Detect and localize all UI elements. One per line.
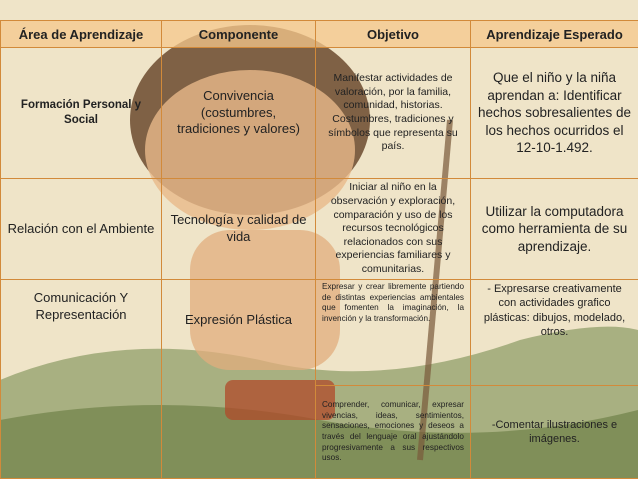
esperado-cell (471, 179, 638, 280)
esperado-text: -Comentar ilustraciones e imágenes. (491, 418, 618, 445)
curriculum-table (0, 20, 638, 479)
objetivo-cell (316, 386, 471, 479)
esperado-text: Que el niño y la niña aprendan a: Identificar hechos sobresalientes de los hechos ocurridos el 12-10-1.492. (477, 70, 632, 156)
table-row (1, 179, 638, 280)
componente-cell (162, 48, 316, 179)
table-row (1, 280, 638, 386)
esperado-cell (471, 48, 638, 179)
area-cell (1, 280, 162, 479)
header-esperado: Aprendizaje Esperado (471, 21, 638, 48)
objetivo-cell (316, 179, 471, 280)
componente-text: Convivencia (costumbres, tradiciones y valores) (177, 87, 300, 137)
area-cell (1, 179, 162, 280)
componente-cell (162, 179, 316, 280)
area-text: Formación Personal y Social (20, 99, 142, 126)
objetivo-cell (316, 280, 471, 386)
table-row (1, 48, 638, 179)
esperado-cell (471, 386, 638, 479)
componente-text: Expresión Plástica (185, 312, 292, 327)
objetivo-text: Iniciar al niño en la observación y exploración, comparación y uso de los recursos tecnológicos relacionados con sus experiencias familiares y comunitarias. (330, 181, 456, 276)
table-header-row (1, 21, 638, 48)
esperado-text: - Expresarse creativamente con actividades grafico plásticas: dibujos, modelado, otros. (483, 283, 626, 338)
componente-text: Tecnología y calidad de vida (170, 212, 307, 244)
area-text: Comunicación Y Representación (33, 290, 129, 322)
area-cell (1, 48, 162, 179)
header-componente: Componente (162, 21, 316, 48)
header-area: Área de Aprendizaje (1, 21, 162, 48)
area-text: Relación con el Ambiente (7, 220, 155, 236)
objetivo-text: Expresar y crear libremente partiendo de distintas experiencias ambientales que fomenten la imaginación, la invención y la transformación. (322, 282, 464, 323)
objetivo-text: Comprender, comunicar, expresar vivencias, ideas, sentimientos, sensaciones, emociones y deseos a través del lenguaje oral ajustándolo progresivamente a sus respectivos usos. (322, 400, 464, 463)
esperado-cell (471, 280, 638, 386)
componente-cell (162, 280, 316, 479)
esperado-text: Utilizar la computadora como herramienta de su aprendizaje. (481, 203, 628, 254)
header-objetivo: Objetivo (316, 21, 471, 48)
objetivo-text: Manifestar actividades de valoración, por la familia, comunidad, historias. Costumbres, tradiciones y símbolos que representa su país. (328, 72, 458, 153)
objetivo-cell (316, 48, 471, 179)
